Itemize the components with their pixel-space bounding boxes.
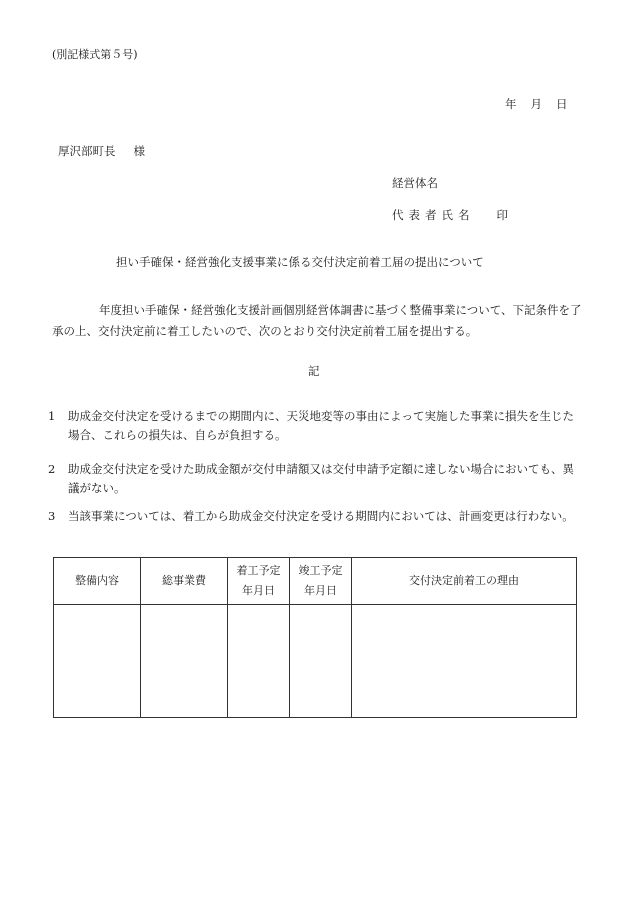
cell-start-date[interactable]: [228, 605, 290, 718]
header-sublabel: 年月日: [242, 584, 275, 597]
seal-label: 印: [496, 208, 513, 222]
header-start-date: [228, 558, 290, 605]
header-content: [54, 558, 141, 605]
body-paragraph: [52, 300, 582, 342]
condition-number: 3: [48, 509, 56, 523]
addressee-name: 厚沢部町長: [58, 144, 116, 158]
header-label: 整備内容: [75, 574, 119, 587]
representative-label: 代表者氏名: [392, 208, 475, 222]
body-text: 年度担い手確保・経営強化支援計画個別経営体調書に基づく整備事業について、下記条件を了承の上、交付決定前に着工したいので、次のとおり交付決定前着工届を提出する。: [52, 303, 582, 338]
header-reason: [352, 558, 577, 605]
condition-text: 助成金交付決定を受けた助成金額が交付申請額又は交付申請予定額に達しない場合においても、異議がない。: [68, 462, 574, 495]
addressee-honorific: 様: [133, 144, 145, 158]
header-sublabel: 年月日: [304, 584, 337, 597]
representative-line: [392, 207, 513, 223]
date-line: [505, 96, 574, 112]
ki-heading: 記: [308, 364, 320, 378]
condition-text: 当該事業については、着工から助成金交付決定を受ける期間内においては、計画変更は行わない。: [68, 509, 574, 523]
table-row: [54, 605, 577, 718]
date-year-label: 年: [505, 97, 517, 111]
table-header-row: [54, 558, 577, 605]
condition-number: 1: [48, 409, 56, 423]
cell-total-cost[interactable]: [141, 605, 228, 718]
date-day-label: 日: [556, 97, 568, 111]
header-label: 竣工予定: [298, 564, 343, 577]
header-label: 総事業費: [162, 574, 206, 587]
cell-reason[interactable]: [352, 605, 577, 718]
cell-completion-date[interactable]: [290, 605, 352, 718]
entity-name-label: 経営体名: [392, 176, 438, 190]
form-number: (別記様式第５号): [52, 48, 138, 61]
document-title: 担い手確保・経営強化支援事業に係る交付決定前着工届の提出について: [116, 255, 484, 269]
condition-item: [48, 407, 582, 445]
header-total-cost: [141, 558, 228, 605]
condition-item: [48, 460, 582, 498]
date-month-label: 月: [530, 97, 542, 111]
condition-item: [48, 507, 582, 526]
header-completion-date: [290, 558, 352, 605]
header-label: 着工予定: [236, 564, 281, 577]
condition-text: 助成金交付決定を受けるまでの期間内に、天災地変等の事由によって実施した事業に損失を生じた場合、これらの損失は、自らが負担する。: [68, 409, 574, 442]
condition-number: 2: [48, 462, 56, 476]
header-label: 交付決定前着工の理由: [409, 574, 519, 587]
addressee: [58, 143, 145, 159]
plan-table: [53, 557, 577, 718]
cell-content[interactable]: [54, 605, 141, 718]
